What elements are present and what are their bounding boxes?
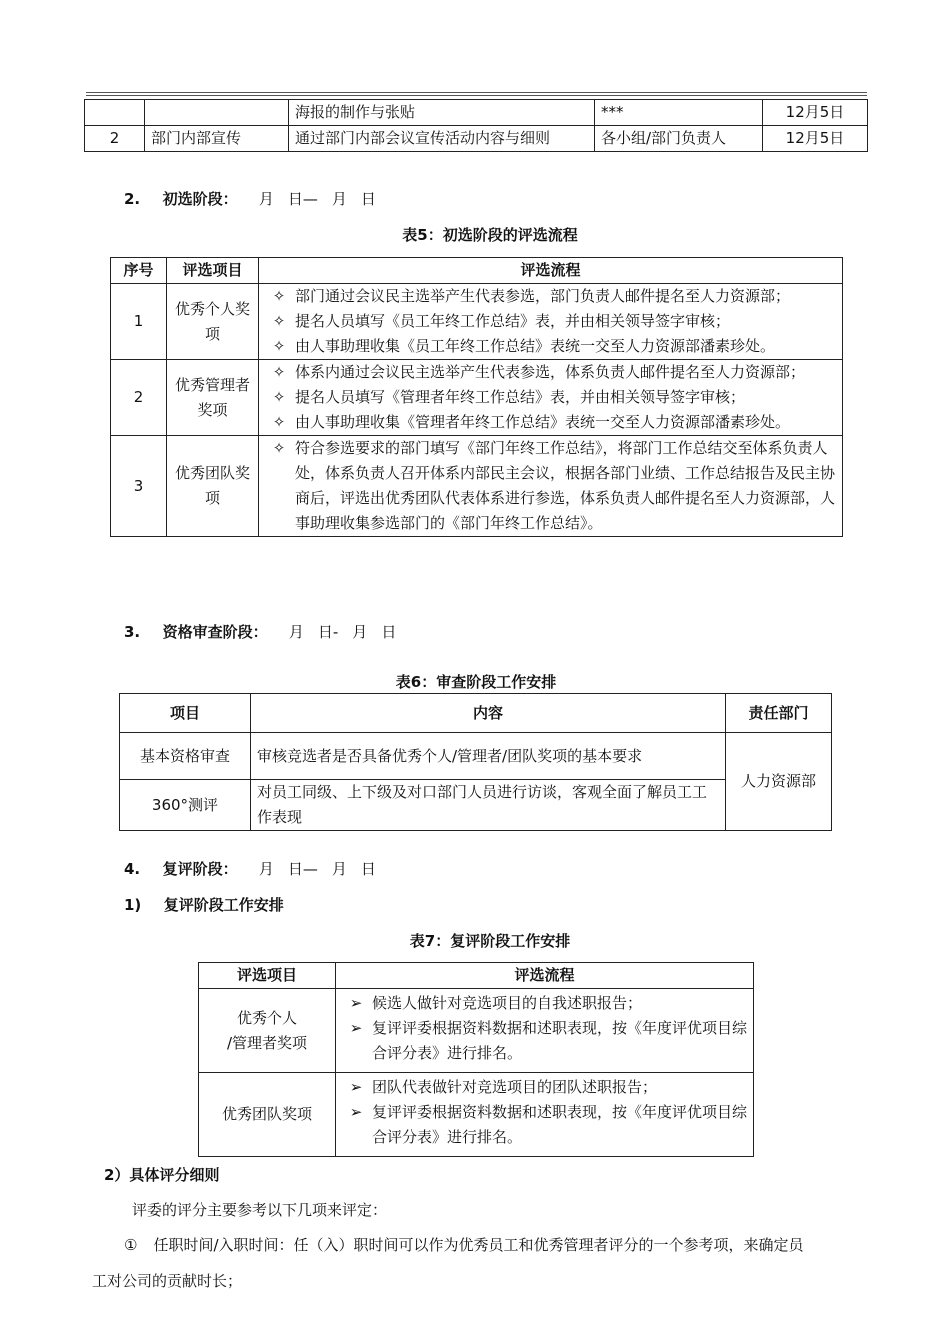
row-date: 12月5日 (763, 100, 868, 126)
preliminary-process-table (110, 257, 843, 537)
responsible-dept: 人力资源部 (726, 733, 832, 831)
table-header-row (120, 694, 832, 733)
row-item: 基本资格审查 (120, 733, 251, 780)
header-process: 评选流程 (259, 258, 843, 284)
table-row (111, 360, 843, 436)
row-name: 部门内部宣传 (145, 126, 289, 152)
table5-caption: 表5：初选阶段的评选流程 (402, 226, 578, 244)
section-number: 4. (124, 860, 141, 878)
table-row (120, 780, 832, 831)
header-content: 内容 (251, 694, 726, 733)
row-name (145, 100, 289, 126)
row-item: 优秀个人奖项 (167, 284, 259, 360)
table6-caption: 表6：审查阶段工作安排 (395, 673, 557, 691)
body-item1-line1: ① 任职时间/入职时间：任（入）职时间可以作为优秀员工和优秀管理者评分的一个参考项，来确定员 (124, 1236, 804, 1254)
header-item: 评选项目 (167, 258, 259, 284)
date-day: 日 (381, 623, 397, 641)
diamond-bullet-icon: ✧ (272, 287, 286, 305)
row-process (259, 360, 843, 436)
list-item: ✧ 符合参选要求的部门填写《部门年终工作总结》，将部门工作总结交至体系负责人处，体系负责人召开体系内部民主会议，根据各部门业绩、工作总结报告及民主协商后，评选出优秀团队代表体系进行参选，体系负责人邮件提名至人力资源部，人事助理收集参选部门的《部门年终工作总结》。 (263, 436, 838, 536)
list-item: ➢ 复评评委根据资料数据和述职表现，按《年度评优项目综合评分表》进行排名。 (340, 1016, 749, 1066)
table7-caption: 表7：复评阶段工作安排 (409, 932, 571, 950)
sub-title: 复评阶段工作安排 (163, 896, 284, 914)
table-row (111, 436, 843, 537)
row-content: 海报的制作与张贴 (289, 100, 595, 126)
section4-heading (124, 858, 376, 879)
date-month: 月 (258, 860, 274, 878)
table-row (199, 1073, 754, 1157)
diamond-bullet-icon: ✧ (272, 439, 286, 457)
row-process (336, 1073, 754, 1157)
table-row (111, 284, 843, 360)
date-month: 月 (352, 623, 368, 641)
diamond-bullet-icon: ✧ (272, 312, 286, 330)
date-day: 日- (317, 623, 339, 641)
row-no: 1 (111, 284, 167, 360)
arrow-bullet-icon: ➢ (349, 1103, 363, 1121)
row-process (336, 989, 754, 1073)
section-title: 复评阶段： (162, 860, 238, 878)
diamond-bullet-icon: ✧ (272, 363, 286, 381)
row-no: 3 (111, 436, 167, 537)
header-item: 项目 (120, 694, 251, 733)
table-row (85, 100, 868, 126)
date-day: 日— (287, 190, 318, 208)
row-item: 优秀管理者奖项 (167, 360, 259, 436)
date-day: 日 (360, 190, 376, 208)
publicity-table (84, 99, 868, 152)
circled-number: ① (124, 1236, 138, 1254)
table-header-row (199, 963, 754, 989)
diamond-bullet-icon: ✧ (272, 388, 286, 406)
review-table (119, 693, 832, 831)
section2-heading (124, 188, 376, 209)
section3-heading (124, 621, 396, 642)
arrow-bullet-icon: ➢ (349, 1019, 363, 1037)
list-item: ✧ 体系内通过会议民主选举产生代表参选，体系负责人邮件提名至人力资源部； (263, 360, 838, 385)
list-item: ✧ 由人事助理收集《员工年终工作总结》表统一交至人力资源部潘素珍处。 (263, 334, 838, 359)
section-title: 初选阶段： (162, 190, 238, 208)
row-process (259, 436, 843, 537)
row-no: 2 (111, 360, 167, 436)
date-day: 日 (360, 860, 376, 878)
list-item: ✧ 提名人员填写《员工年终工作总结》表，并由相关领导签字审核； (263, 309, 838, 334)
body-item1-line2: 工对公司的贡献时长； (92, 1272, 243, 1290)
sub-number: 1) (124, 896, 142, 914)
sub2-heading: 2）具体评分细则 (104, 1166, 220, 1184)
row-no: 2 (85, 126, 145, 152)
list-item: ➢ 团队代表做针对竞选项目的团队述职报告； (340, 1075, 749, 1100)
header-rule-top (86, 92, 867, 93)
table-row (120, 733, 832, 780)
header-item: 评选项目 (199, 963, 336, 989)
arrow-bullet-icon: ➢ (349, 1078, 363, 1096)
row-item: 优秀个人 /管理者奖项 (199, 989, 336, 1073)
list-item: ➢ 候选人做针对竞选项目的自我述职报告； (340, 991, 749, 1016)
table-header-row (111, 258, 843, 284)
row-item: 优秀团队奖项 (199, 1073, 336, 1157)
row-item: 优秀团队奖项 (167, 436, 259, 537)
row-content: 审核竞选者是否具备优秀个人/管理者/团队奖项的基本要求 (251, 733, 726, 780)
row-content: 对员工同级、上下级及对口部门人员进行访谈，客观全面了解员工工作表现 (251, 780, 726, 831)
list-item: ✧ 部门通过会议民主选举产生代表参选，部门负责人邮件提名至人力资源部； (263, 284, 838, 309)
body-intro: 评委的评分主要参考以下几项来评定： (132, 1201, 388, 1219)
header-no: 序号 (111, 258, 167, 284)
sub1-heading (124, 894, 284, 915)
date-month: 月 (288, 623, 304, 641)
row-content: 通过部门内部会议宣传活动内容与细则 (289, 126, 595, 152)
list-item: ✧ 提名人员填写《管理者年终工作总结》表，并由相关领导签字审核； (263, 385, 838, 410)
row-owner: *** (595, 100, 763, 126)
row-process (259, 284, 843, 360)
reassessment-table (198, 962, 754, 1157)
row-item: 360°测评 (120, 780, 251, 831)
date-day: 日— (287, 860, 318, 878)
arrow-bullet-icon: ➢ (349, 994, 363, 1012)
section-number: 2. (124, 190, 141, 208)
row-owner: 各小组/部门负责人 (595, 126, 763, 152)
table-row (85, 126, 868, 152)
date-month: 月 (258, 190, 274, 208)
header-process: 评选流程 (336, 963, 754, 989)
row-date: 12月5日 (763, 126, 868, 152)
date-month: 月 (331, 860, 347, 878)
list-item: ➢ 复评评委根据资料数据和述职表现，按《年度评优项目综合评分表》进行排名。 (340, 1100, 749, 1150)
header-rule-bottom (86, 95, 867, 96)
list-item: ✧ 由人事助理收集《管理者年终工作总结》表统一交至人力资源部潘素珍处。 (263, 410, 838, 435)
table-row (199, 989, 754, 1073)
diamond-bullet-icon: ✧ (272, 413, 286, 431)
section-number: 3. (124, 623, 141, 641)
date-month: 月 (331, 190, 347, 208)
diamond-bullet-icon: ✧ (272, 337, 286, 355)
header-dept: 责任部门 (726, 694, 832, 733)
row-no (85, 100, 145, 126)
section-title: 资格审查阶段： (162, 623, 268, 641)
